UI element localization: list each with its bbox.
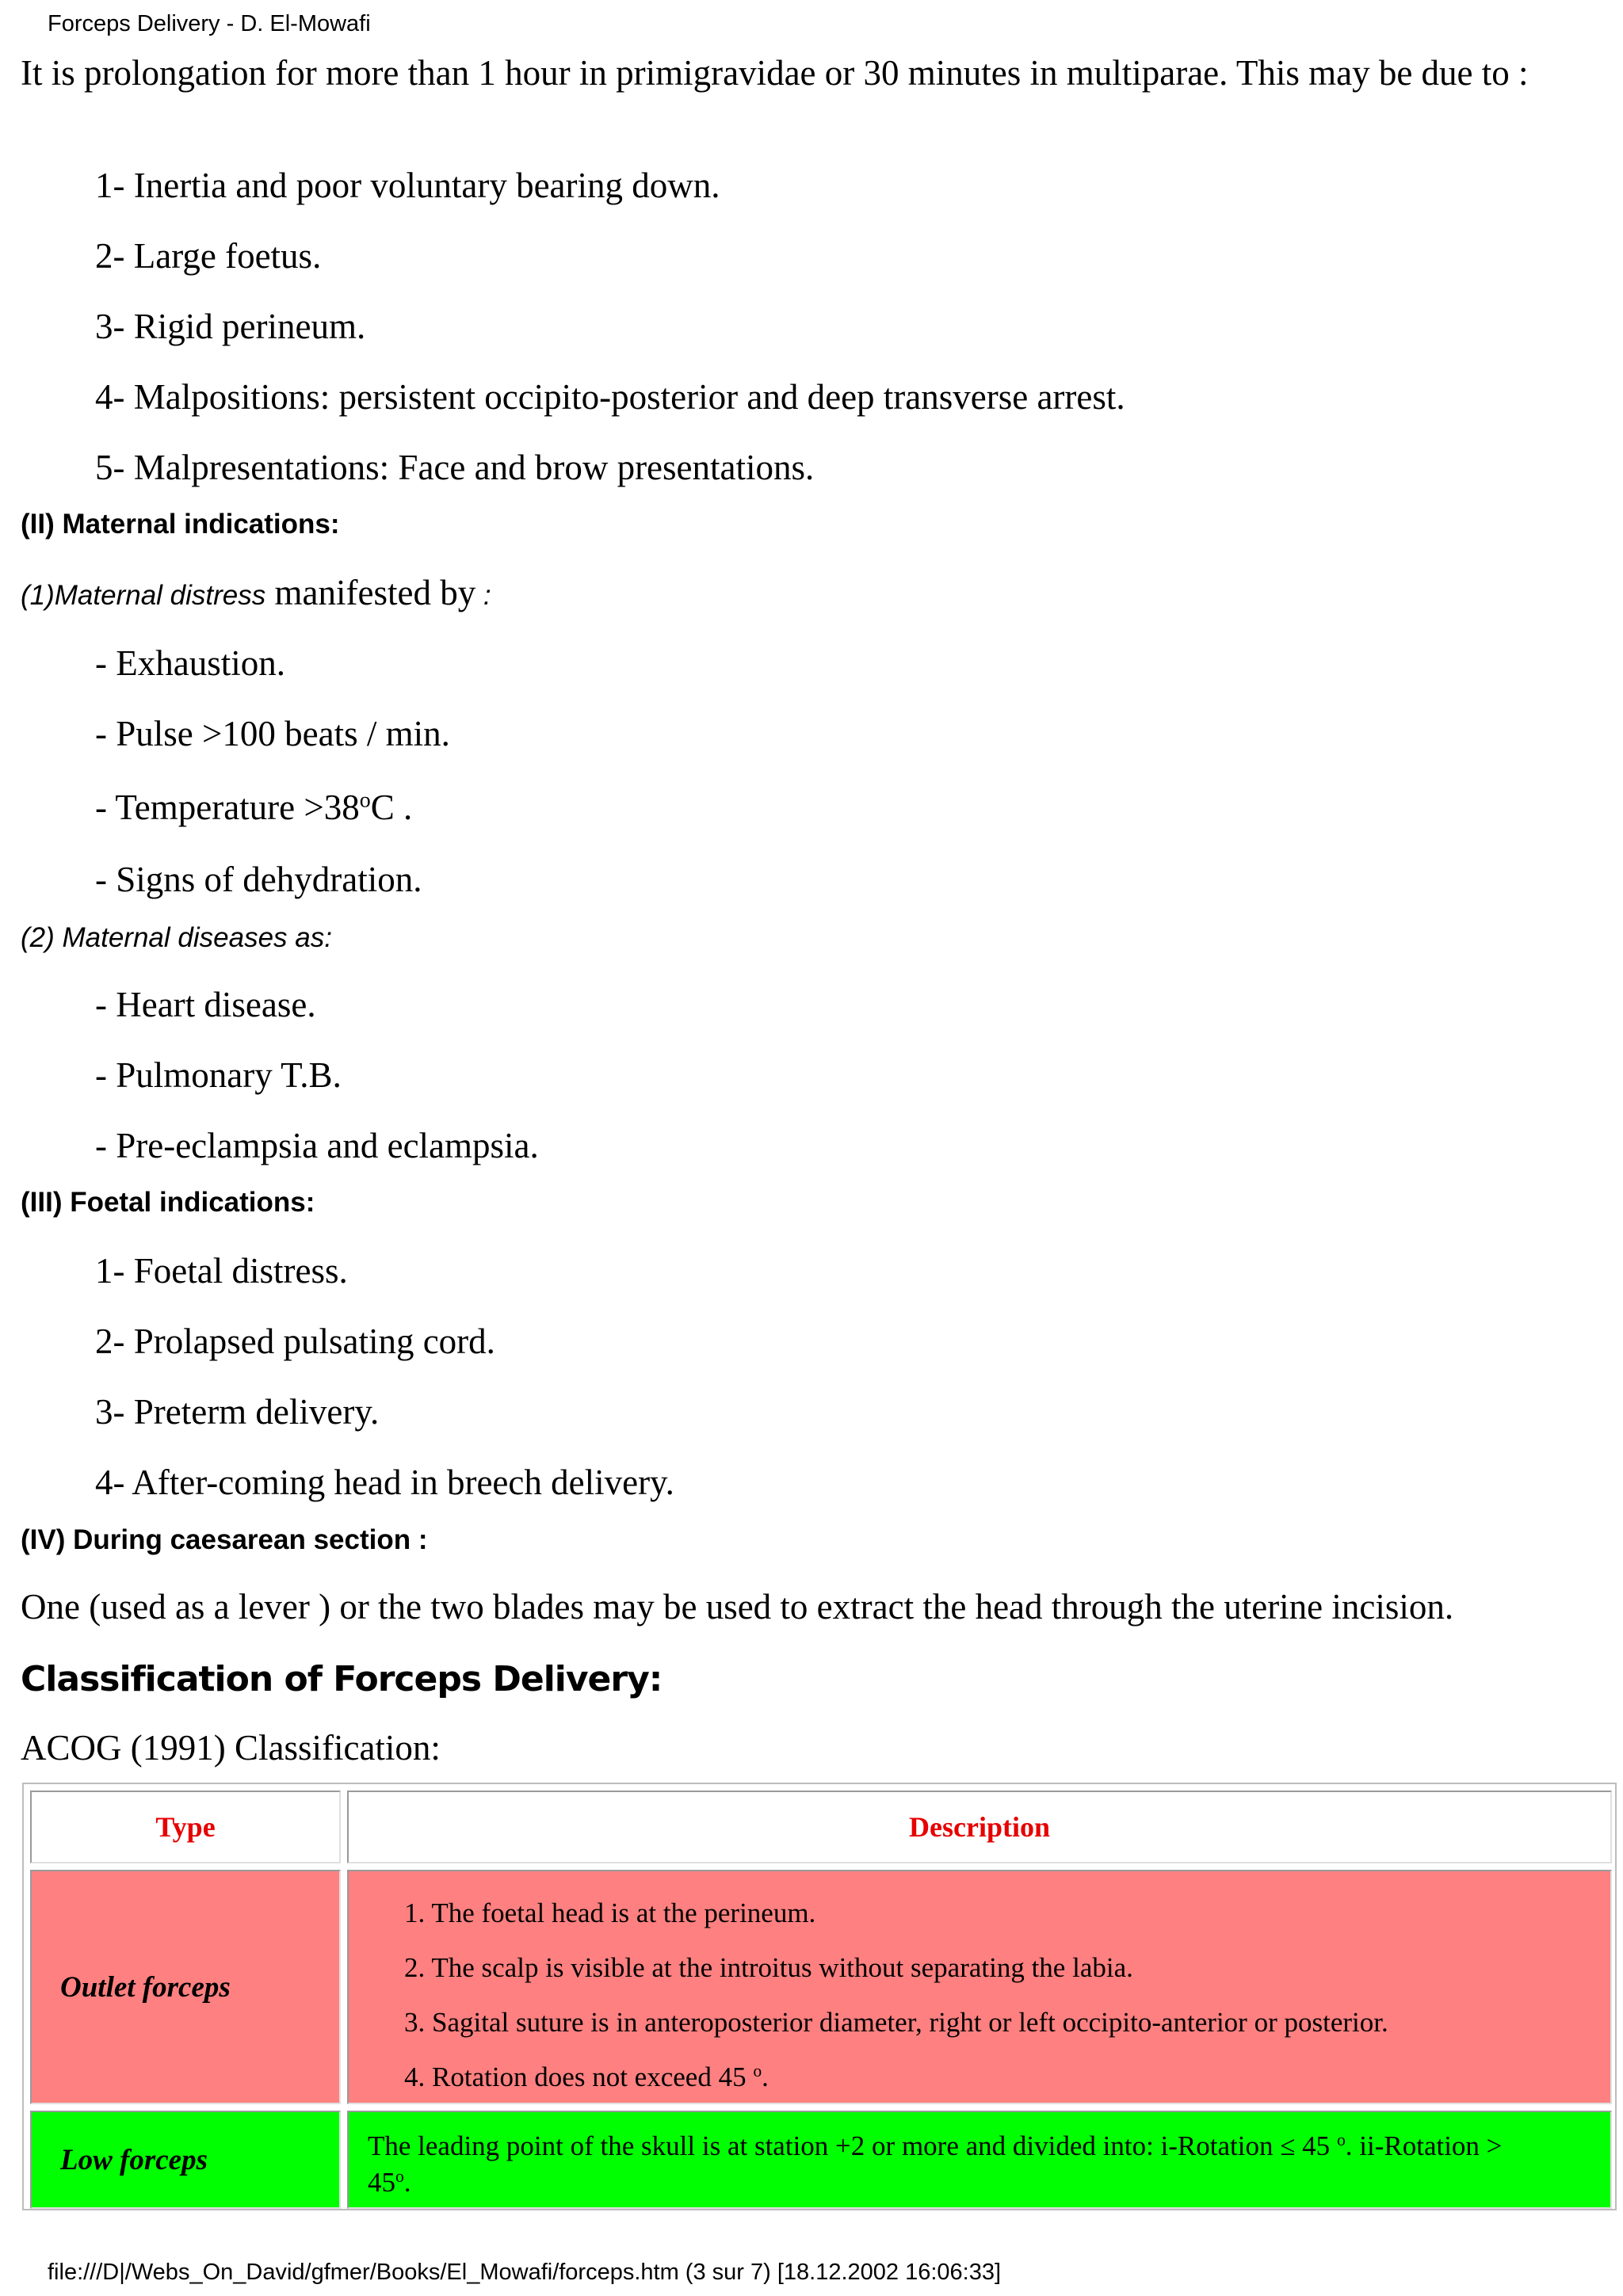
low-forceps-description: [347, 2111, 1612, 2209]
acog-classification-label: ACOG (1991) Classification:: [21, 1728, 441, 1768]
degree-symbol: o: [359, 788, 371, 813]
maternal-distress-suffix: manifested by: [265, 573, 476, 612]
low-text-b: . ii-Rotation > 45: [368, 2130, 1503, 2198]
foetal-indications-heading: (III) Foetal indications:: [21, 1187, 315, 1218]
list-item: 1- Foetal distress.: [95, 1251, 348, 1291]
type-column-header: Type: [30, 1791, 341, 1863]
low-text-a: The leading point of the skull is at station +2 or more and divided into: i-Rotation ≤ 45: [368, 2130, 1337, 2161]
maternal-diseases-label: (2) Maternal diseases as:: [21, 922, 332, 953]
list-item: 4- After-coming head in breech delivery.: [95, 1463, 674, 1502]
list-item: 2- Large foetus.: [95, 236, 322, 276]
description-column-header: Description: [347, 1791, 1612, 1863]
outlet-forceps-description: [347, 1870, 1612, 2104]
temperature-suffix: C .: [370, 788, 413, 827]
low-text-c: .: [403, 2167, 411, 2198]
page-footer-url: file:///D|/Webs_On_David/gfmer/Books/El_Mowafi/forceps.htm (3 sur 7) [18.12.2002 16:06:33]: [48, 2260, 1002, 2285]
list-item: - Heart disease.: [95, 985, 316, 1024]
classification-table: [22, 1783, 1617, 2210]
temperature-prefix: - Temperature >38: [95, 788, 360, 827]
list-item: 3- Preterm delivery.: [95, 1392, 380, 1432]
list-item: - Pulmonary T.B.: [95, 1055, 342, 1095]
degree-symbol: o: [1336, 2130, 1346, 2150]
list-item: - Pulse >100 beats / min.: [95, 714, 450, 753]
list-item: 1- Inertia and poor voluntary bearing down.: [95, 166, 720, 205]
maternal-distress-label: (1)Maternal distress: [21, 580, 266, 611]
temperature-item: [95, 785, 412, 830]
rotation-prefix: 4. Rotation does not exceed 45: [404, 2061, 754, 2092]
low-forceps-text: [368, 2128, 1509, 2201]
table-list-item: 1. The foetal head is at the perineum.: [404, 1897, 816, 1928]
list-item: - Pre-eclampsia and eclampsia.: [95, 1126, 539, 1165]
caesarean-paragraph: One (used as a lever ) or the two blades may be used to extract the head through the uterine incision.: [21, 1587, 1454, 1627]
maternal-distress-line: [21, 570, 491, 618]
list-item: 3- Rigid perineum.: [95, 307, 366, 346]
degree-symbol: o: [753, 2061, 762, 2081]
maternal-distress-colon: :: [475, 580, 491, 611]
table-list-item: 3. Sagital suture is in anteroposterior diameter, right or left occipito-anterior or posterior.: [404, 2007, 1388, 2038]
caesarean-section-heading: (IV) During caesarean section :: [21, 1524, 428, 1555]
list-item: - Exhaustion.: [95, 643, 285, 683]
classification-title: Classification of Forceps Delivery:: [21, 1659, 663, 1699]
rotation-item: [404, 2058, 1388, 2112]
list-item: 4- Malpositions: persistent occipito-posterior and deep transverse arrest.: [95, 377, 1125, 417]
list-item: 5- Malpresentations: Face and brow presentations.: [95, 448, 815, 487]
table-list-item: 2. The scalp is visible at the introitus without separating the labia.: [404, 1952, 1133, 1983]
list-item: - Signs of dehydration.: [95, 860, 422, 899]
low-forceps-type: Low forceps: [30, 2111, 341, 2209]
outlet-forceps-type: Outlet forceps: [30, 1870, 341, 2104]
degree-symbol: o: [395, 2167, 404, 2187]
maternal-indications-heading: (II) Maternal indications:: [21, 509, 340, 540]
rotation-suffix: .: [762, 2061, 769, 2092]
list-item: 2- Prolapsed pulsating cord.: [95, 1322, 495, 1361]
page-header-title: Forceps Delivery - D. El-Mowafi: [48, 11, 371, 36]
intro-paragraph: It is prolongation for more than 1 hour in primigravidae or 30 minutes in multiparae. This may be due to :: [21, 53, 1529, 93]
